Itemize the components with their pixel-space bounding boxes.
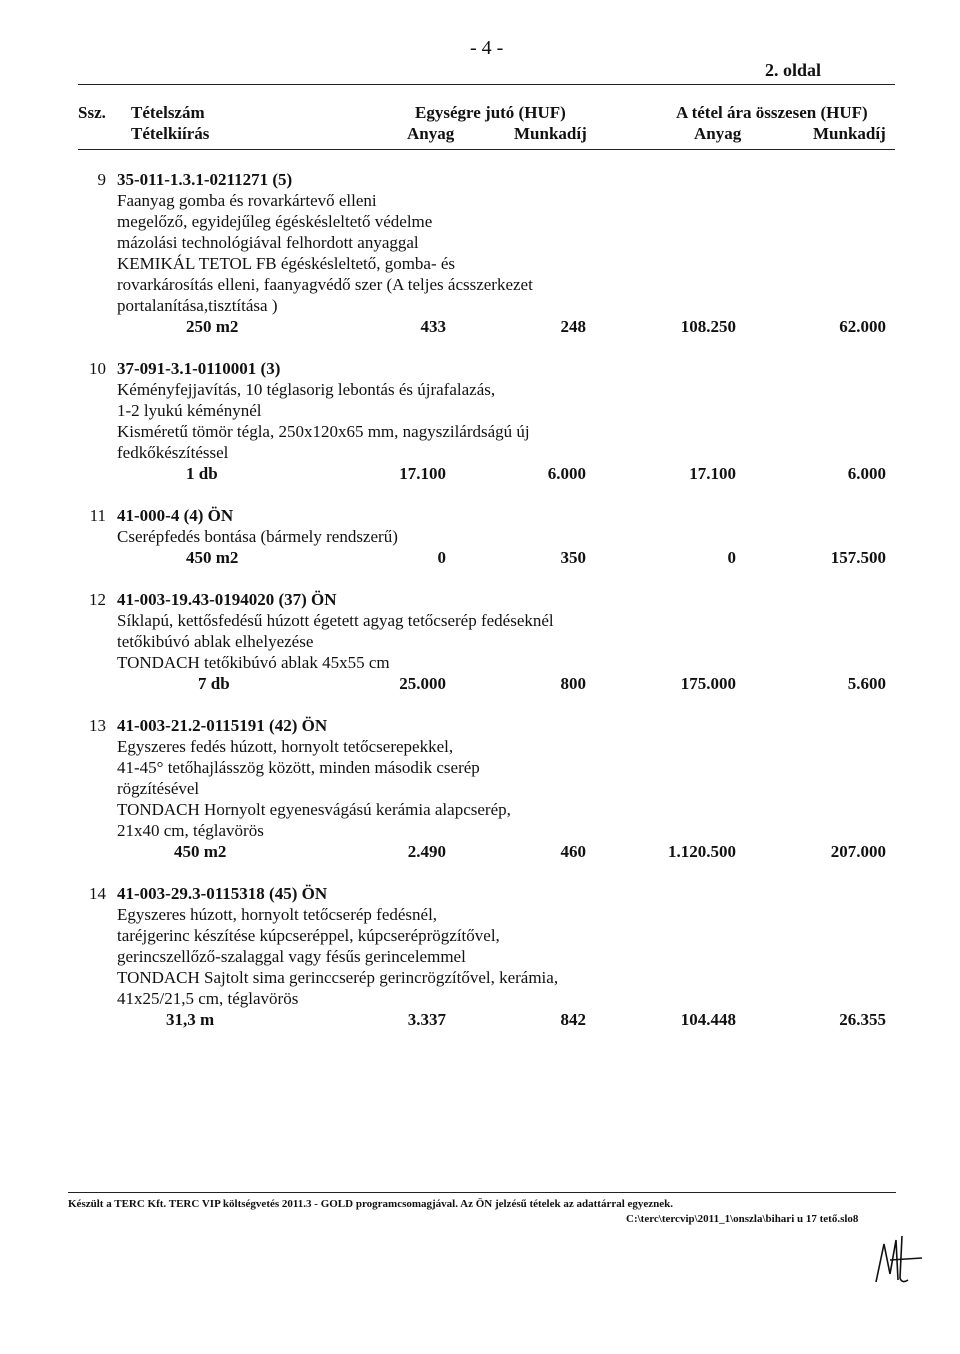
footer-credit: Készült a TERC Kft. TERC VIP költségvetés 2011.3 - GOLD programcsomagjával. Az ÖN jelzésű tételek az adattárral egyeznek.: [68, 1198, 674, 1210]
description-line: mázolási technológiával felhordott anyaggal: [117, 233, 419, 252]
row-code: 41-003-21.2-0115191 (42) ÖN: [117, 716, 328, 735]
description-line: Kéményfejjavítás, 10 téglasorig lebontás és újrafalazás,: [117, 380, 496, 399]
row-unit-munkadij: 350: [560, 548, 586, 567]
row-unit-munkadij: 6.000: [547, 464, 586, 483]
row-quantity: 450 m2: [174, 842, 227, 861]
description-line: TONDACH Sajtolt sima gerinccserép gerincrögzítővel, kerámia,: [117, 968, 559, 987]
row-total-anyag: 1.120.500: [668, 842, 736, 861]
description-line: gerincszellőző-szalaggal vagy fésűs gerincelemmel: [117, 947, 466, 966]
page-number: 2. oldal: [765, 60, 822, 80]
row-ssz: 11: [89, 506, 106, 525]
description-line: Egyszeres fedés húzott, hornyolt tetőcserepekkel,: [117, 737, 454, 756]
row-code: 41-003-29.3-0115318 (45) ÖN: [117, 884, 328, 903]
row-code: 41-000-4 (4) ÖN: [117, 506, 234, 525]
row-ssz: 13: [89, 716, 106, 735]
header-unit-price: Egységre jutó (HUF): [415, 103, 566, 122]
description-line: KEMIKÁL TETOL FB égéskésleltető, gomba- és: [117, 254, 456, 273]
header-total-price: A tétel ára összesen (HUF): [676, 103, 868, 122]
description-line: Síklapú, kettősfedésű húzott égetett agyag tetőcserép fedéseknél: [117, 611, 554, 630]
description-line: Kisméretű tömör tégla, 250x120x65 mm, nagyszilárdságú új: [117, 422, 530, 441]
description-line: rovarkárosítás elleni, faanyagvédő szer (A teljes ácsszerkezet: [117, 275, 533, 294]
row-total-anyag: 104.448: [680, 1010, 736, 1029]
description-line: Cserépfedés bontása (bármely rendszerű): [117, 527, 398, 546]
description-line: taréjgerinc készítése kúpcseréppel, kúpcseréprögzítővel,: [117, 926, 500, 945]
row-unit-munkadij: 248: [560, 317, 586, 336]
row-description: [117, 379, 717, 463]
row-total-munkadij: 26.355: [839, 1010, 886, 1029]
row-total-munkadij: 62.000: [839, 317, 886, 336]
row-total-anyag: 175.000: [680, 674, 736, 693]
row-ssz: 10: [89, 359, 106, 378]
row-unit-munkadij: 842: [560, 1010, 586, 1029]
handwritten-signature: [868, 1230, 924, 1290]
header-total-anyag: Anyag: [694, 124, 742, 143]
row-ssz: 14: [89, 884, 106, 903]
row-quantity: 7 db: [198, 674, 230, 693]
row-unit-munkadij: 800: [560, 674, 586, 693]
row-unit-anyag: 25.000: [399, 674, 446, 693]
row-unit-anyag: 17.100: [399, 464, 446, 483]
row-quantity: 31,3 m: [166, 1010, 215, 1029]
row-unit-anyag: 0: [437, 548, 446, 567]
header-tetelkiiras: Tételkiírás: [131, 124, 210, 143]
description-line: 41-45° tetőhajlásszög között, minden második cserép: [117, 758, 480, 777]
header-unit-anyag: Anyag: [407, 124, 455, 143]
description-line: Faanyag gomba és rovarkártevő elleni: [117, 191, 377, 210]
row-total-munkadij: 6.000: [847, 464, 886, 483]
row-total-munkadij: 207.000: [830, 842, 886, 861]
header-total-munkadij: Munkadíj: [813, 124, 886, 143]
row-unit-anyag: 2.490: [407, 842, 446, 861]
row-total-munkadij: 157.500: [830, 548, 886, 567]
description-line: TONDACH Hornyolt egyenesvágású kerámia alapcserép,: [117, 800, 511, 819]
row-description: [117, 190, 717, 316]
description-line: Egyszeres húzott, hornyolt tetőcserép fedésnél,: [117, 905, 438, 924]
row-description: [117, 736, 717, 841]
row-code: 41-003-19.43-0194020 (37) ÖN: [117, 590, 337, 609]
description-line: 21x40 cm, téglavörös: [117, 821, 264, 840]
row-description: [117, 904, 717, 1009]
description-line: fedkőkészítéssel: [117, 443, 229, 462]
row-total-munkadij: 5.600: [847, 674, 886, 693]
row-quantity: 450 m2: [186, 548, 239, 567]
row-total-anyag: 0: [727, 548, 736, 567]
description-line: megelőző, egyidejűleg égéskésleltető védelme: [117, 212, 433, 231]
row-ssz: 12: [89, 590, 106, 609]
footer-divider: [68, 1192, 896, 1193]
description-line: 1-2 lyukú kéménynél: [117, 401, 262, 420]
row-ssz: 9: [97, 170, 106, 189]
row-unit-anyag: 433: [420, 317, 446, 336]
row-total-anyag: 108.250: [680, 317, 736, 336]
page-mark: - 4 -: [470, 37, 504, 59]
header-ssz: Ssz.: [78, 103, 106, 122]
description-line: portalanítása,tisztítása ): [117, 296, 278, 315]
row-description: [117, 610, 717, 673]
header-tetelszam: Tételszám: [131, 103, 205, 122]
header-top-divider: [78, 84, 895, 85]
row-quantity: 250 m2: [186, 317, 239, 336]
row-unit-anyag: 3.337: [407, 1010, 446, 1029]
description-line: tetőkibúvó ablak elhelyezése: [117, 632, 314, 651]
row-description: [117, 526, 717, 547]
header-bottom-divider: [78, 149, 895, 150]
row-unit-munkadij: 460: [560, 842, 586, 861]
row-quantity: 1 db: [186, 464, 218, 483]
description-line: rögzítésével: [117, 779, 200, 798]
row-total-anyag: 17.100: [689, 464, 736, 483]
row-code: 37-091-3.1-0110001 (3): [117, 359, 281, 378]
description-line: TONDACH tetőkibúvó ablak 45x55 cm: [117, 653, 390, 672]
description-line: 41x25/21,5 cm, téglavörös: [117, 989, 299, 1008]
row-code: 35-011-1.3.1-0211271 (5): [117, 170, 293, 189]
footer-file-path: C:\terc\tercvip\2011_1\onszla\bihari u 17 tető.slo8: [626, 1213, 859, 1225]
header-unit-munkadij: Munkadíj: [514, 124, 587, 143]
